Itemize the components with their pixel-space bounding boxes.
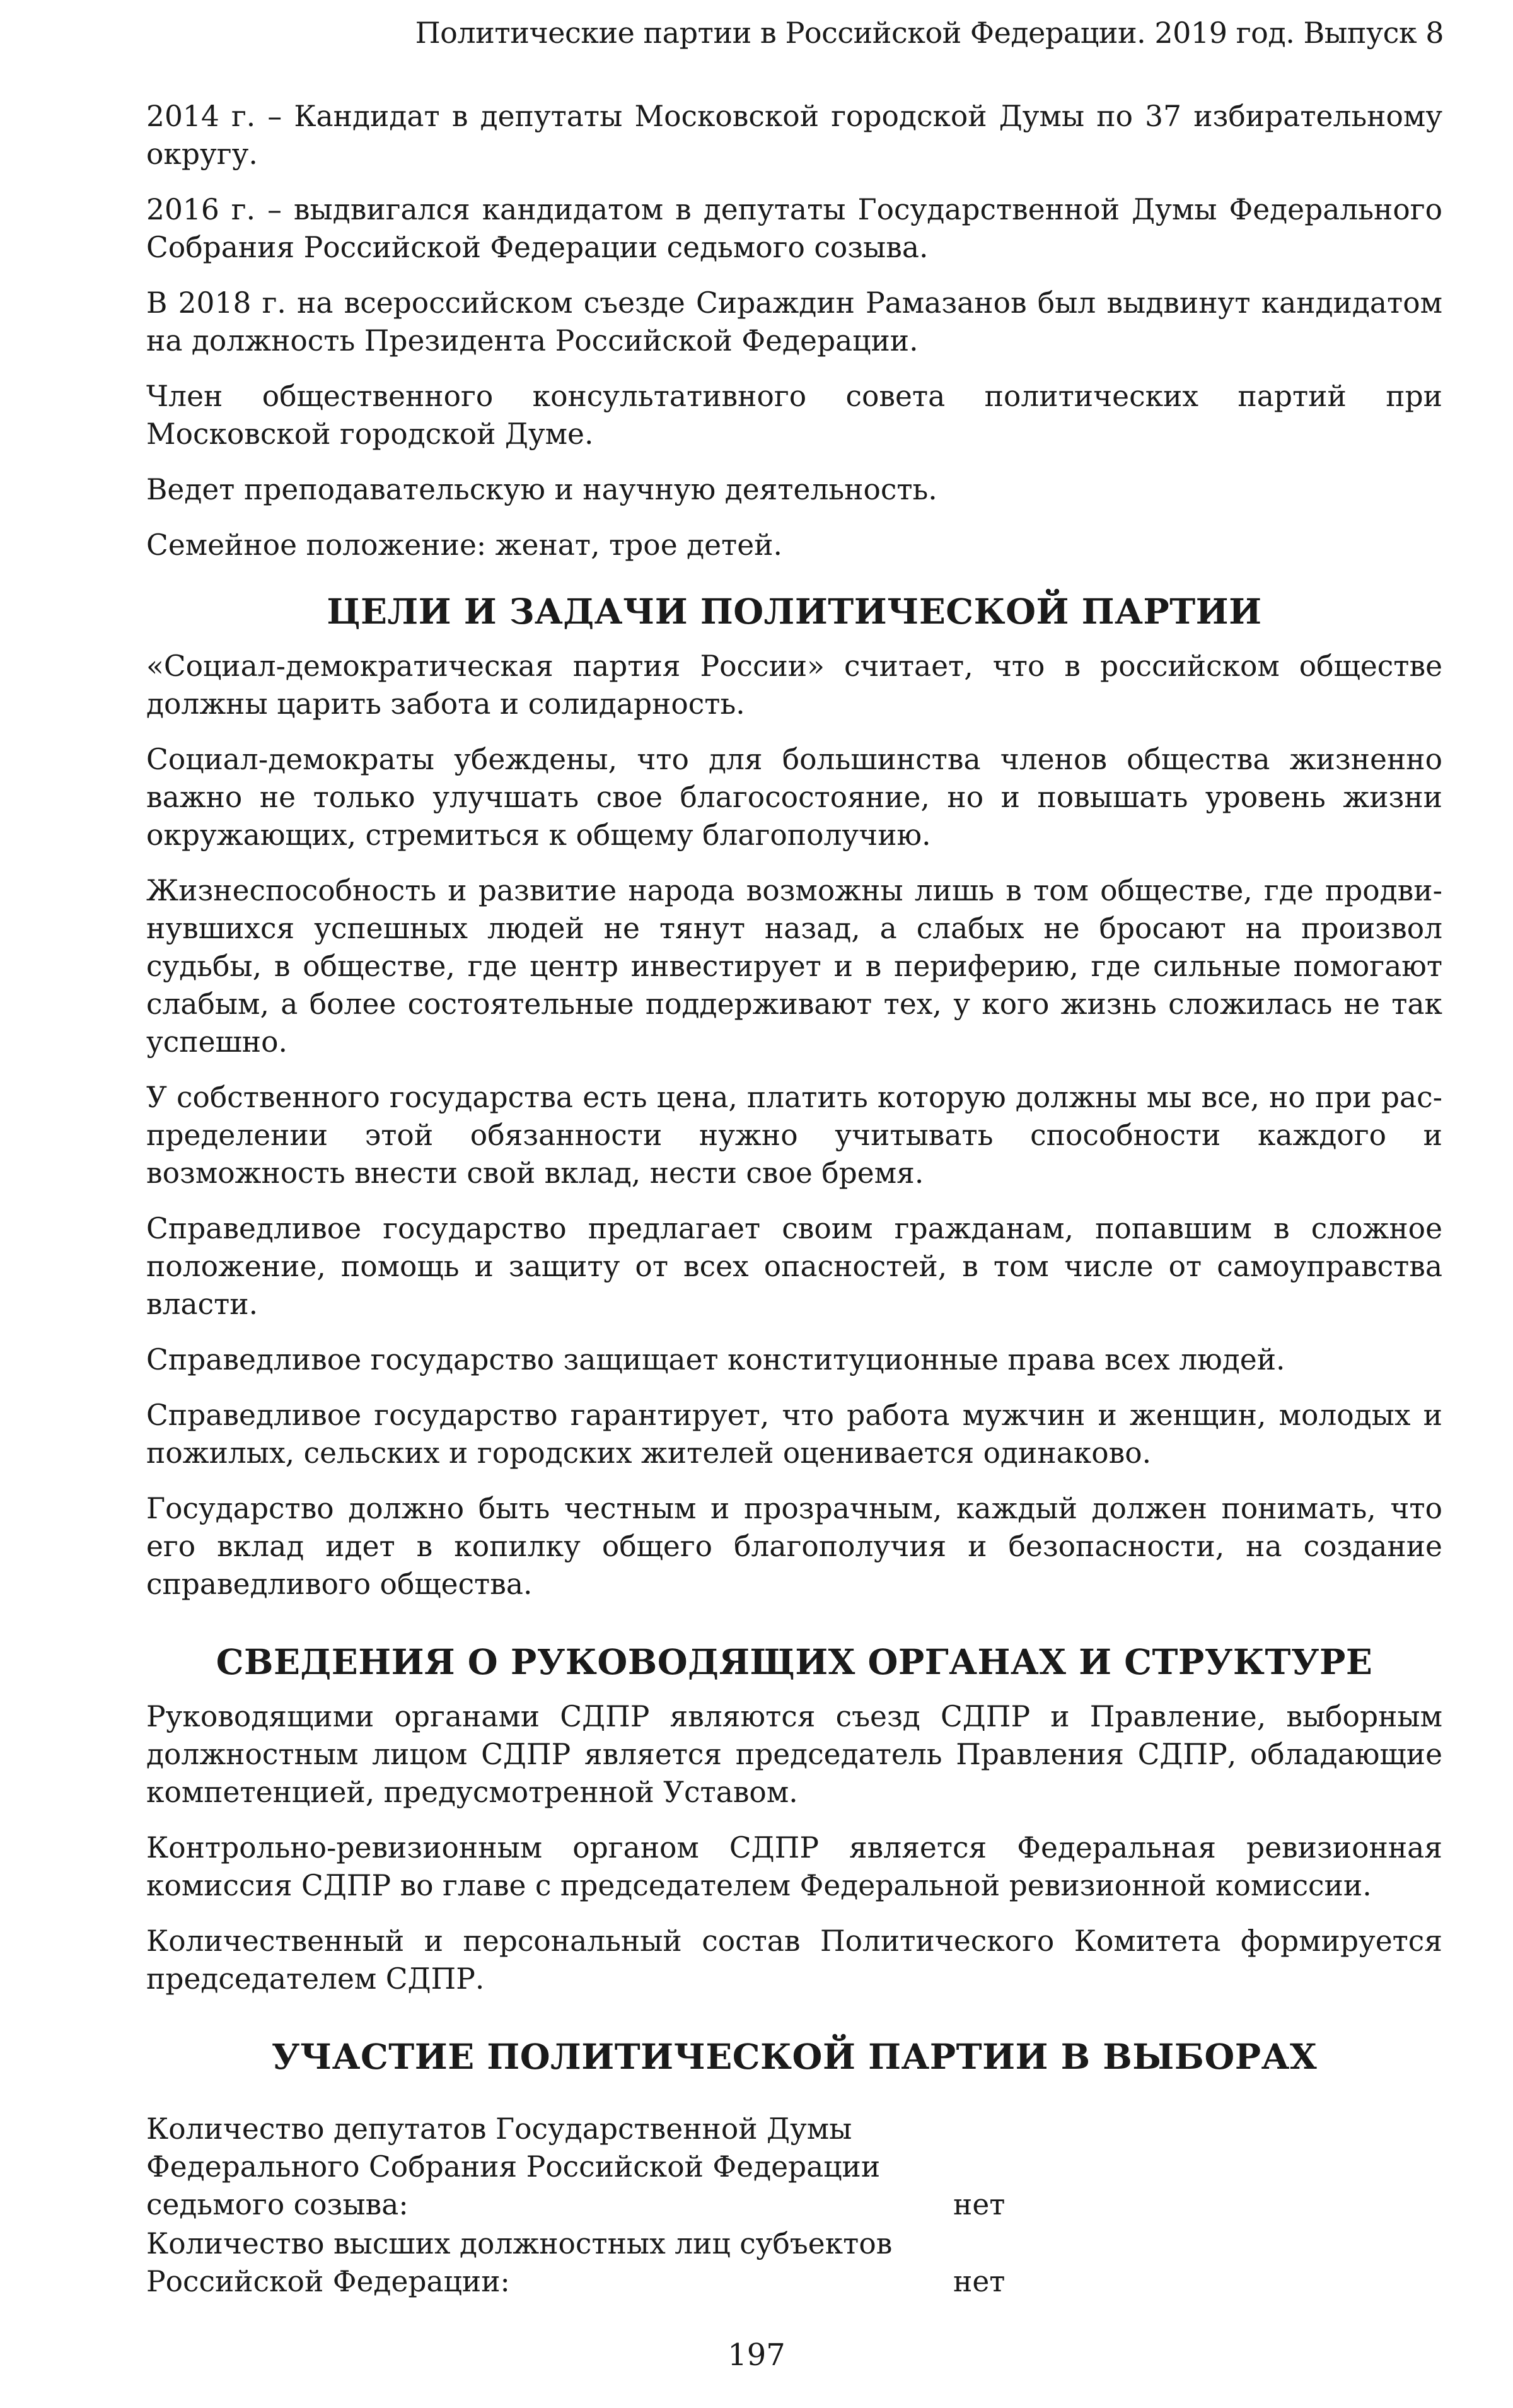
structure-section xyxy=(146,1640,1442,1998)
bio-section xyxy=(146,98,1442,564)
stat-label: Количество высших должностных лиц субъектов Российской Федерации: xyxy=(146,2227,893,2298)
bio-paragraph: Семейное положение: женат, трое детей. xyxy=(146,528,782,562)
goals-paragraph: «Социал-демократическая партия России» считает, что в российском обществе должны царить забота и солидарность. xyxy=(146,649,1442,721)
stat-value: нет xyxy=(953,2265,1006,2298)
running-header: Политические партии в Российской Федерации. 2019 год. Выпуск 8 xyxy=(415,16,1444,50)
elections-section xyxy=(146,2035,1442,2301)
elections-heading: УЧАСТИЕ ПОЛИТИЧЕСКОЙ ПАРТИИ В ВЫБОРАХ xyxy=(271,2036,1318,2077)
structure-paragraph: Количественный и персональный состав Политического Комитета формируется председателем СДПР. xyxy=(146,1924,1442,1996)
stat-value: нет xyxy=(953,2188,1006,2221)
goals-paragraph: Социал-демократы убеждены, что для большинства членов общества жизненно важно не только улучшать свое благосостояние, но и повышать уровень жизни окружающих, стремиться к общему благополучию. xyxy=(146,743,1442,852)
goals-paragraph: Справедливое государство предлагает своим гражданам, попавшим в сложное положение, помощь и защиту от всех опасностей, в том числе от самоуправства власти. xyxy=(146,1212,1442,1321)
structure-paragraph: Контрольно-ревизионным органом СДПР является Федеральная ревизионная комиссия СДПР во главе с председателем Федеральной ревизионной комиссии. xyxy=(146,1831,1442,1902)
stat-row-duma-deputies xyxy=(146,2110,1054,2224)
bio-paragraph: В 2018 г. на всероссийском съезде Сираждин Рамазанов был выдвинут кандидатом на должность Президента Российской Федерации. xyxy=(146,286,1442,358)
structure-heading: СВЕДЕНИЯ О РУКОВОДЯЩИХ ОРГАНАХ И СТРУКТУРЕ xyxy=(216,1641,1373,1682)
goals-section xyxy=(146,590,1442,1603)
goals-heading: ЦЕЛИ И ЗАДАЧИ ПОЛИТИЧЕСКОЙ ПАРТИИ xyxy=(327,591,1262,632)
stat-row-regional-heads xyxy=(146,2225,1054,2301)
bio-paragraph: 2016 г. – выдвигался кандидатом в депутаты Государственной Думы Федерального Собрания Российской Федерации седьмого созыва. xyxy=(146,193,1442,264)
structure-paragraph: Руководящими органами СДПР являются съезд СДПР и Правление, выборным должностным лицом СДПР является председатель Правления СДПР, обладающие компетенцией, предусмотренной Уставом. xyxy=(146,1700,1442,1809)
goals-paragraph: Справедливое государство защищает конституционные права всех людей. xyxy=(146,1343,1285,1376)
page-body xyxy=(146,98,1442,2302)
bio-paragraph: Ведет преподавательскую и научную деятельность. xyxy=(146,473,937,506)
goals-paragraph: У собственного государства есть цена, платить которую должны мы все, но при распределении этой обязанности нужно учитывать способности каждого и возможность внести свой вклад, нести свое бремя. xyxy=(146,1081,1442,1190)
bio-paragraph: Член общественного консультативного совета политических партий при Московской городской Думе. xyxy=(146,380,1442,451)
page-number: 197 xyxy=(728,2337,785,2373)
goals-paragraph: Жизнеспособность и развитие народа возможны лишь в том обществе, где продвинувшихся успешных людей не тянут назад, а слабых не бросают на произвол судьбы, в обществе, где центр инвестирует и в периферию, где сильные помогают слабым, а более состоятельные поддерживают тех, у кого жизнь сложилась не так успешно. xyxy=(146,874,1442,1059)
goals-paragraph: Справедливое государство гарантирует, что работа мужчин и женщин, молодых и пожилых, сельских и городских жителей оценивается одинаково. xyxy=(146,1399,1442,1470)
stat-label: Количество депутатов Государственной Думы Федерального Собрания Российской Федерации седьмого созыва: xyxy=(146,2112,881,2221)
elections-stats xyxy=(146,2110,1054,2301)
bio-paragraph: 2014 г. – Кандидат в депутаты Московской городской Думы по 37 избирательному округу. xyxy=(146,100,1442,171)
goals-paragraph: Государство должно быть честным и прозрачным, каждый должен понимать, что его вклад идет в копилку общего благополучия и безопасности, на создание справедливого общества. xyxy=(146,1492,1442,1601)
